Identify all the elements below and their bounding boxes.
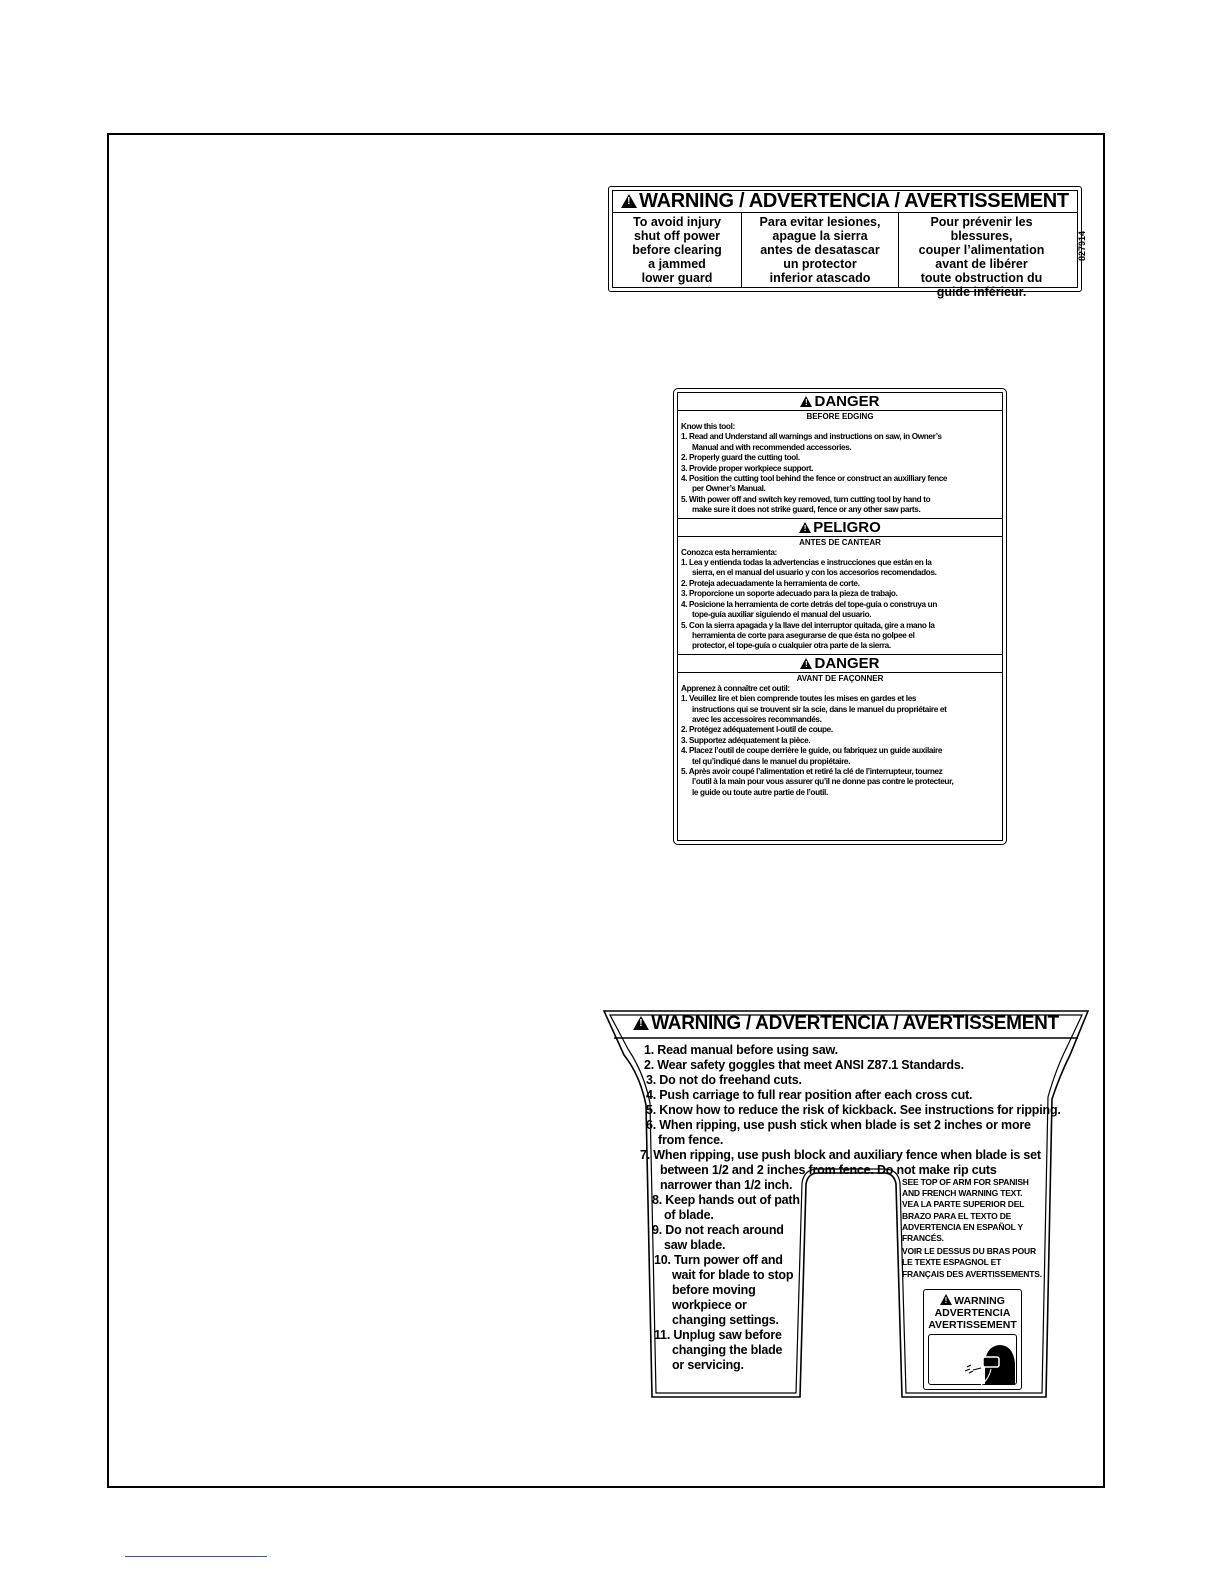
section-subheading: ANTES DE CANTEAR: [799, 537, 881, 547]
instruction-line: 4. Push carriage to full rear position after each cross cut.: [646, 1088, 973, 1102]
instruction-line: Know this tool:: [681, 422, 735, 431]
instruction-line: le guide ou toute autre partie de l’outil.: [692, 787, 828, 797]
section-heading: !DANGER: [678, 655, 1002, 673]
instruction-line: from fence.: [658, 1133, 724, 1147]
label1-spanish: Para evitar lesiones, apague la sierra antes de desatascar un protector inferior atascado: [741, 213, 898, 287]
instruction-line: sierra, en el manual del usuario y con los accesorios recomendados.: [692, 568, 937, 578]
label2-inner: [677, 392, 1003, 841]
instruction-line: 4. Position the cutting tool behind the fence or construct an auxilliary fence: [681, 474, 948, 484]
instruction-line: 5. Con la sierra apagada y la llave del interruptor quitada, gire a mano la: [681, 620, 935, 630]
section-heading: !PELIGRO: [678, 519, 1002, 537]
badge-line-advertencia: ADVERTENCIA: [934, 1307, 1011, 1319]
instruction-line: 3. Do not do freehand cuts.: [646, 1073, 802, 1087]
instruction-line: 3. Proporcione un soporte adecuado para la pieza de trabajo.: [681, 589, 898, 599]
instruction-line: Conozca esta herramienta:: [681, 547, 777, 557]
note-line: BRAZO PARA EL TEXTO DE: [902, 1210, 1012, 1221]
instruction-line: between 1/2 and 2 inches from fence. Do not make rip cuts: [660, 1163, 997, 1177]
instruction-line: tope-guía auxiliar siguiendo el manual del usuario.: [692, 610, 872, 620]
badge-text: [924, 1294, 1021, 1331]
label3-heading: !WARNING / ADVERTENCIA / AVERTISSEMENT: [620, 1013, 1072, 1035]
instruction-line: avec les accessoires recommandés.: [692, 714, 822, 724]
footer-rule: [125, 1556, 267, 1557]
instruction-line: 1. Read manual before using saw.: [644, 1043, 838, 1057]
instruction-line: l’outil à la main pour vous assurer qu’il ne donne pas contre le protecteur,: [692, 777, 954, 787]
goggles-warning-badge: [923, 1289, 1022, 1390]
warning-triangle-icon: [799, 522, 811, 533]
instruction-line: 7. When ripping, use push block and auxiliary fence when blade is set: [640, 1148, 1041, 1162]
note-line: AND FRENCH WARNING TEXT.: [902, 1188, 1023, 1199]
instruction-line: narrower than 1/2 inch.: [660, 1178, 793, 1192]
instruction-line: tel qu’indiqué dans le manuel du propiétaire.: [692, 756, 851, 766]
instruction-line: changing the blade: [672, 1343, 783, 1357]
instruction-line: herramienta de corte para asegurarse de que ésta no golpee el: [692, 630, 915, 640]
instruction-line: 6. When ripping, use push stick when blade is set 2 inches or more: [646, 1118, 1031, 1132]
warning-triangle-icon: [621, 194, 637, 208]
note-line: VOIR LE DESSUS DU BRAS POUR: [902, 1246, 1036, 1257]
label1-body: [612, 213, 1078, 299]
warning-triangle-icon: [940, 1294, 952, 1305]
note-line: ADVERTENCIA EN ESPAÑOL Y: [902, 1221, 1023, 1232]
instruction-line: of blade.: [664, 1208, 714, 1222]
warning-triangle-icon: [800, 396, 812, 407]
instruction-line: 1. Lea y entienda todas la advertencias e instrucciones que están en la: [681, 558, 932, 568]
lower-guard-warning-label: [608, 186, 1087, 299]
danger-section: [678, 655, 1002, 800]
warning-triangle-icon: [800, 658, 812, 669]
instruction-line: 4. Placez l’outil de coupe derrière le guide, ou fabriquez un guide auxilaire: [681, 746, 943, 756]
instruction-line: saw blade.: [664, 1238, 726, 1252]
instruction-line: 1. Veuillez lire et bien comprende toutes les mises en gardes et les: [681, 694, 917, 704]
instruction-line: 1. Read and Understand all warnings and instructions on saw, in Owner’s: [681, 432, 942, 442]
label1-part-number: 827914: [1077, 231, 1087, 262]
instruction-line: 2. Properly guard the cutting tool.: [681, 453, 800, 463]
badge-line-warning: !WARNING: [924, 1294, 1021, 1307]
edging-danger-label: [673, 388, 1007, 845]
instruction-line: or servicing.: [672, 1358, 744, 1372]
instruction-line: per Owner’s Manual.: [692, 484, 766, 494]
instruction-line: Manual and with recommended accessories.: [692, 442, 852, 452]
section-subheading: BEFORE EDGING: [806, 412, 874, 421]
instruction-line: 2. Protégez adéquatement l-outil de coupe.: [681, 725, 833, 735]
instruction-line: workpiece or: [672, 1298, 747, 1312]
instruction-line: 5. Know how to reduce the risk of kickback. See instructions for ripping.: [646, 1103, 1061, 1117]
instruction-line: 5. Après avoir coupé l’alimentation et retiré la clé de l’interrupteur, tournez: [681, 766, 943, 776]
instruction-line: 11. Unplug saw before: [654, 1328, 782, 1342]
safety-goggles-icon: [928, 1334, 1017, 1385]
note-line: LE TEXTE ESPAGNOL ET: [902, 1257, 1002, 1268]
instruction-line: instructions qui se trouvent sir la scie, dans le manuel du propriétaire et: [692, 704, 947, 714]
instruction-line: 9. Do not reach around: [652, 1223, 784, 1237]
saw-warning-label: [600, 1009, 1092, 1404]
instruction-line: 2. Proteja adecuadamente la herramienta de corte.: [681, 578, 860, 588]
instruction-line: wait for blade to stop: [672, 1268, 794, 1282]
instruction-line: 4. Posicione la herramienta de corte detrás del tope-guía o construya un: [681, 599, 937, 609]
instruction-line: 5. With power off and switch key removed, turn cutting tool by hand to: [681, 494, 931, 504]
note-line: FRANCÉS.: [902, 1233, 944, 1243]
label1-heading: !WARNING / ADVERTENCIA / AVERTISSEMENT: [612, 190, 1078, 213]
instruction-line: before moving: [672, 1283, 756, 1297]
instruction-line: 8. Keep hands out of path: [652, 1193, 800, 1207]
label1-french: Pour prévenir les blessures, couper l’alimentation avant de libérer toute obstruction du guide inférieur.: [898, 213, 1064, 287]
instruction-line: make sure it does not strike guard, fence or any other saw parts.: [692, 505, 921, 515]
instruction-line: 2. Wear safety goggles that meet ANSI Z87.1 Standards.: [644, 1058, 964, 1072]
warning-triangle-icon: [633, 1016, 649, 1030]
instruction-line: changing settings.: [672, 1313, 779, 1327]
section-heading: !DANGER: [678, 393, 1002, 411]
instruction-line: 3. Provide proper workpiece support.: [681, 463, 814, 473]
instruction-line: protector, el tope-guía o cualquier otra parte de la sierra.: [692, 641, 891, 651]
danger-section: [678, 519, 1002, 655]
label1-english: To avoid injury shut off power before clearing a jammed lower guard: [632, 215, 722, 285]
section-subheading: AVANT DE FAÇONNER: [796, 673, 884, 683]
danger-section: [678, 393, 1002, 519]
note-line: VEA LA PARTE SUPERIOR DEL: [902, 1199, 1025, 1210]
note-line: SEE TOP OF ARM FOR SPANISH: [902, 1177, 1029, 1187]
instruction-line: Apprenez à connaître cet outil:: [681, 683, 790, 693]
instruction-line: 3. Supportez adéquatement la pièce.: [681, 735, 811, 745]
badge-line-avertissement: AVERTISSEMENT: [928, 1319, 1017, 1331]
instruction-line: 10. Turn power off and: [654, 1253, 783, 1267]
note-line: FRANÇAIS DES AVERTISSEMENTS.: [902, 1268, 1042, 1279]
